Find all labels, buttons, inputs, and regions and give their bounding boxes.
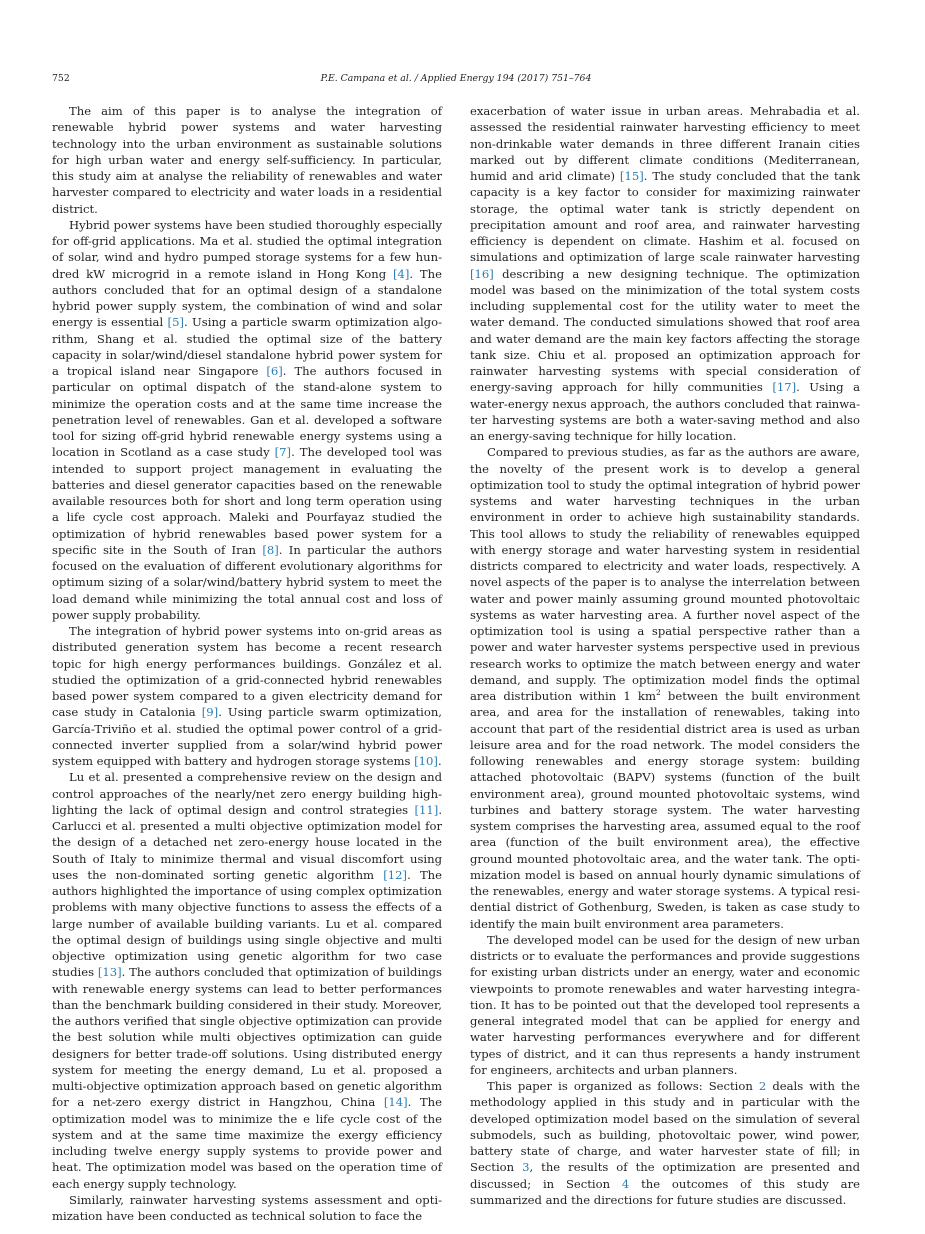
text-run: Hybrid power systems have been studied thoroughly especially for off-grid applications. Ma et al. studied the optimal integration of solar, wind and hydro pumped storage systems for a few hundred kW microgrid in a remote island in Hong Kong	[52, 217, 442, 281]
citation-link[interactable]: [9]	[201, 705, 219, 720]
text-run: .	[437, 754, 442, 768]
text-run: Similarly, rainwater harvesting systems assessment and optimization have been conducted as technical solution to face the	[52, 1192, 442, 1223]
citation-link[interactable]: [13]	[97, 965, 122, 980]
citation-link[interactable]: [17]	[772, 380, 797, 395]
superscript: 2	[655, 688, 661, 698]
citation-link[interactable]: 3	[522, 1160, 530, 1175]
text-run: . The study concluded that the tank capacity is a key factor to consider for maximizing rainwater storage, the optimal water tank is strictly dependent on precipitation amount and roof area, and rainwater harvesting efficiency is dependent on climate. Hashim et al. focused on simulations and optimization of large scale rainwater harvesting	[470, 169, 861, 265]
text-run: . Carlucci et al. presented a multi objective optimization model for the design of a detached net zero-energy house located in the South of Italy to minimize thermal and visual discomfort using uses the non-dominated sorting genetic algorithm	[52, 802, 442, 882]
text-run: The developed model can be used for the design of new urban districts or to evaluate the performances and provide suggestions for existing urban districts under an energy, water and economic viewpoints to promote renewables and water harvesting integration. It has to be pointed out that the developed tool represents a general integrated model that can be applied for energy and water harvesting performances everywhere and for different types of district, and it can thus represents a handy instrument for engineers, architects and urban planners.	[470, 932, 860, 1077]
text-run: . Using particle swarm optimization, García-Triviño et al. studied the optimal power control of a grid-connected inverter supplied from a solar/wind hybrid power system equipped with battery and hydrogen storage systems	[52, 705, 442, 768]
citation-link[interactable]: [10]	[414, 754, 438, 768]
text-run: The integration of hybrid power systems into on-grid areas as distributed generation system has become a recent research topic for high energy performances buildings. González et al. studied the optimization of a grid-connected hybrid renewables based power system compared to a given electricity demand for case study in Catalonia	[52, 624, 442, 720]
text-run: Compared to previous studies, as far as the authors are aware, the novelty of the present work is to develop a general optimization tool to study the optimal integration of hybrid power systems and water harvesting techniques in the urban environment in order to achieve high sustainability standards. This tool allows to study the reliability of renewables equipped with energy storage and water harvesting system in residential districts compared to electricity and water loads, respectively. A novel aspects of the paper is to analyse the interrelation between water and power mainly assuming ground mounted photovoltaic systems as water harvesting area. A further novel aspect of the optimization tool is using a spatial perspective rather than a power and water harvester systems perspective used in previous research works to optimize the match between energy and water demand, and supply. The optimization model finds the optimal area distribution within 1 km	[470, 445, 860, 703]
text-run: between the built environment area, and area for the installation of renewables, taking into account that part of the residential district area is used as urban leisure area and for the road network. The model considers the following renewables and energy storage system: building attached photovoltaic (BAPV) systems (function of the built environment area), ground mounted photovoltaic systems, wind turbines and battery storage system. The water harvesting system comprises the harvesting area, assumed equal to the roof area (function of the built environment area), the effective ground mounted photovoltaic area, and the water tank. The optimization model is based on annual hourly dynamic simulations of the renewables, energy and water storage systems. A typical residential district of Gothenburg, Sweden, is taken as case study to identify the main built environment area parameters.	[470, 689, 860, 931]
text-run: This paper is organized as follows: Section	[487, 1079, 759, 1093]
paragraph	[470, 103, 860, 444]
paragraph	[470, 444, 860, 932]
text-run: . The authors concluded that for an optimal design of a standalone hybrid power supply system, the combination of wind and solar energy is essential	[52, 266, 442, 330]
citation-link[interactable]: [6]	[266, 364, 283, 378]
citation-link[interactable]: [16]	[470, 266, 494, 281]
paragraph	[470, 932, 860, 1078]
text-run: . The optimization model was to minimize the e life cycle cost of the system and at the same time maximize the exergy efficiency including twelve energy supply systems to provide power and heat. The optimization model was based on the operation time of each energy supply technology.	[52, 1095, 442, 1191]
text-run: The aim of this paper is to analyse the integration of renewable hybrid power systems and water harvesting technology into the urban environment as sustainable solutions for high urban water and energy self-sufficiency. In particular, this study aim at analyse the reliability of renewables and water harvester compared to electricity and water loads in a residential district.	[52, 104, 442, 216]
right-column	[470, 103, 860, 1208]
text-run: exacerbation of water issue in urban areas. Mehrabadia et al. assessed the residential rainwater harvesting efficiency to meet non-drinkable water demands in three different Iranain cities marked out by different climate conditions (Mediterranean, humid and arid climate)	[470, 104, 860, 183]
citation-link[interactable]: [8]	[262, 542, 279, 557]
citation-link[interactable]: [4]	[392, 266, 410, 281]
citation-link[interactable]: [12]	[383, 867, 408, 882]
text-run: deals with the methodology applied in this study and in particular with the developed optimization model based on the simulation of several submodels, such as building, photovoltaic power, wind power, battery state of charge, and water harvester state of fill; in Section	[470, 1079, 861, 1175]
page-number: 752	[52, 73, 70, 84]
citation-link[interactable]: [14]	[383, 1095, 408, 1110]
text-run: . The authors focused in particular on optimal dispatch of the stand-alone system to minimize the operation costs and at the same time increase the penetration level of renewables. Gan et al. developed a software tool for sizing off-grid hybrid renewable energy systems using a location in Scotland as a case study	[52, 364, 443, 460]
text-run: the outcomes of this study are summarized and the directions for future studies are discussed.	[470, 1176, 860, 1207]
paragraph	[52, 1192, 442, 1225]
paragraph	[52, 769, 442, 1192]
text-run: . Using a water-energy nexus approach, the authors concluded that rainwater harvesting systems are both a water-saving method and also an energy-saving technique for hilly location.	[470, 380, 860, 443]
paragraph	[52, 103, 442, 217]
text-run: . Using a particle swarm optimization algorithm, Shang et al. studied the optimal size of the battery capacity in solar/wind/diesel standalone hybrid power system for a tropical island near Singapore	[52, 315, 442, 378]
paragraph	[470, 1078, 860, 1208]
text-run: Lu et al. presented a comprehensive review on the design and control approaches of the nearly/net zero energy building highlighting the lack of optimal design and control strategies	[52, 770, 442, 817]
text-run: . The authors highlighted the importance of using complex optimization problems with many objective functions to assess the effects of a large number of available building variants. Lu et al. compared the optimal design of buildings using single objective and multi objective optimization using genetic algorithm for two case studies	[52, 867, 443, 980]
citation-link[interactable]: [7]	[274, 445, 292, 460]
text-run: . The authors concluded that optimization of buildings with renewable energy systems can lead to better performances than the benchmark building considered in their study. Moreover, the authors verified that single objective optimization can provide the best solution while multi objectives optimization can guide designers for better trade-off solutions. Using distributed energy system for meeting the energy demand, Lu et al. proposed a multi-objective optimization approach based on genetic algorithm for a net-zero exergy district in Hangzhou, China	[52, 965, 442, 1110]
paragraph	[52, 623, 442, 769]
text-run: . The developed tool was intended to support project management in evaluating the batteries and diesel generator capacities based on the renewable available resources both for short and long term operation using a life cycle cost approach. Maleki and Pourfayaz studied the optimization of hybrid renewables based power system for a specific site in the South of Iran	[52, 445, 443, 557]
citation-link[interactable]: 2	[758, 1079, 767, 1093]
text-run: . In particular the authors focused on the evaluation of different evolutionary algorithms for optimum sizing of a solar/wind/battery hybrid system to meet the load demand while minimizing the total annual cost and loss of power supply probability.	[52, 542, 442, 622]
citation-link[interactable]: 4	[621, 1176, 630, 1191]
text-run: , the results of the optimization are presented and discussed; in Section	[470, 1160, 861, 1191]
citation-link[interactable]: [11]	[414, 802, 439, 817]
journal-reference: P.E. Campana et al. / Applied Energy 194 (2017) 751–764	[320, 73, 592, 84]
paragraph	[52, 217, 442, 623]
left-column	[52, 103, 442, 1224]
citation-link[interactable]: [15]	[619, 169, 644, 183]
running-header	[52, 72, 860, 86]
citation-link[interactable]: [5]	[167, 315, 184, 330]
text-run: describing a new designing technique. The optimization model was based on the minimization of the total system costs including supplemental cost for the utility water to meet the water demand. The conducted simulations showed that roof area and water demand are the main key factors affecting the storage tank size. Chiu et al. proposed an optimization approach for rainwater harvesting systems with special consideration of energy-saving approach for hilly communities	[470, 266, 860, 395]
